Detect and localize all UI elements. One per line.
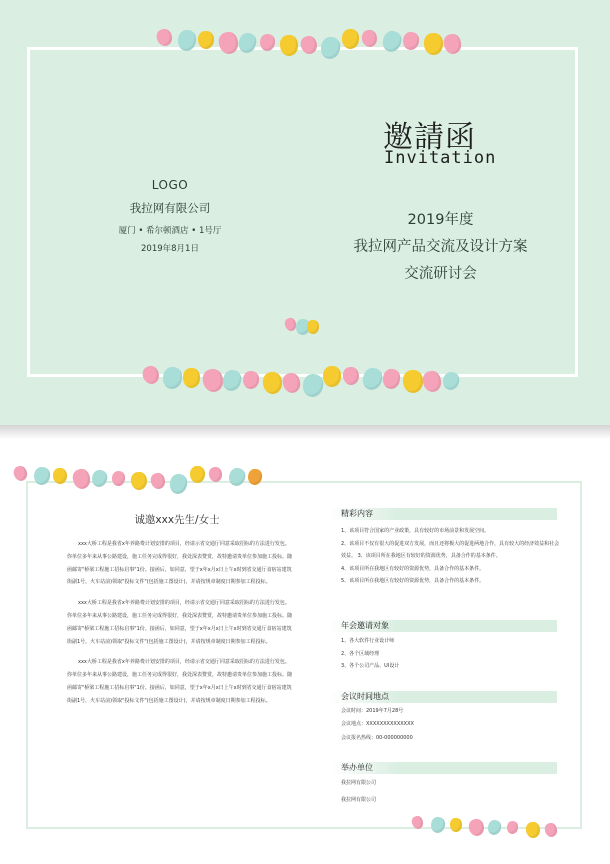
- logo-text: LOGO: [151, 178, 189, 192]
- letter-paragraph: xxx大桥工程是我省x年养路费计划安排的项目，经请示省交通厅同意采取招标的方法进行发包。你单位多年来从事公路建设，施工任务完成得很好，我处深表赞赏，故特邀请贵单位参加施工投标。随函邮寄"桥梁工程施工招标启事"1份。接函后，如同意，望于x年x月x日上午x时到省交通厅食宿站建筑街副1号，火车站前)领取"投标文件"(包括施工图设计)，并请按规章制度日期参加工程投标。: [67, 600, 293, 645]
- flower-icon: [323, 366, 341, 387]
- event-title: [318, 207, 563, 288]
- section-title-audience: 年会邀请对象: [341, 621, 389, 630]
- flower-icon: [189, 466, 204, 484]
- section-title-highlights: 精彩内容: [341, 509, 373, 518]
- greeting: 诚邀xxx先生/女士: [134, 514, 220, 526]
- flower-icon: [341, 29, 358, 49]
- section-body-time-place: [341, 705, 563, 745]
- invitation-title-cn: 邀請函: [383, 120, 476, 155]
- list-item: 1、各大软件行业设计师: [341, 638, 395, 644]
- list-item: 会议报名热线：00-000000000: [341, 735, 413, 742]
- event-title-line: 2019年度: [407, 212, 474, 228]
- flower-icon: [423, 33, 443, 56]
- list-item: 我拉网有限公司: [341, 796, 377, 803]
- list-item: 2、各个区域经理: [341, 650, 380, 657]
- list-item: 1、该项目符合国家的产业政策，具有较好的市场前景和发展空间。: [341, 528, 490, 534]
- flower-icon: [430, 816, 446, 834]
- flower-icon: [12, 464, 29, 482]
- list-item: 2、该项目不仅有很大的促进双方发展，而且还将极大的促进两地合作，具有较大的经济效益和社会效益。 3、该项目所在我地区有较好的资源优势，具备合作的基本条件。: [341, 540, 560, 560]
- flower-icon: [183, 368, 201, 388]
- venue-text: 厦门 • 希尔顿酒店 • 1号厅: [118, 226, 222, 236]
- list-item: 我拉网有限公司: [341, 780, 377, 786]
- invitation-title-en: Invitation: [384, 148, 497, 168]
- company-name: 我拉网有限公司: [129, 201, 211, 215]
- list-item: 4、该项目所在我地区有较好的资源优势，具备合作的基本条件。: [341, 565, 485, 572]
- flower-icon: [525, 821, 541, 838]
- flower-icon: [506, 821, 518, 835]
- event-title-line: 我拉网产品交流及设计方案: [353, 239, 528, 255]
- list-item: 5、该项目所在我地区有较好的资源优势，具备合作的基本条件。: [341, 578, 485, 585]
- letter-body: [67, 538, 293, 708]
- event-date: 2019年8月1日: [141, 244, 199, 254]
- section-title-time-place: 会议时间地点: [341, 692, 389, 701]
- list-item: 会议时间：2019年7月28号: [341, 708, 404, 714]
- cover-company-block: [85, 178, 255, 254]
- section-body-highlights: [341, 525, 563, 588]
- section-body-organizer: [341, 777, 563, 806]
- list-item: 3、各个公司产品、UI设计: [341, 663, 400, 670]
- page-separator: [0, 425, 610, 439]
- event-title-line: 交流研讨会: [404, 266, 477, 282]
- list-item: 会议地点：XXXXXXXXXXXXXX: [341, 720, 414, 727]
- flower-icon: [450, 818, 462, 832]
- letter-paragraph: xxx大桥工程是我省x年养路费计划安排的项目，经请示省交通厅同意采取招标的方法进行发包。你单位多年来从事公路建设，施工任务完成得很好，我处深表赞赏，故特邀请贵单位参加施工投标。随函邮寄"桥梁工程施工招标启事"1份。接函后，如同意，望于x年x月x日上午x时到省交通厅食宿站建筑街副1号，火车站前)领取"投标文件"(包括施工图设计)，并请按规章制度日期参加工程投标。: [67, 541, 293, 586]
- section-body-audience: [341, 635, 563, 673]
- letter-paragraph: xxx大桥工程是我省x年养路费计划安排的项目，经请示省交通厅同意采取招标的方法进行发包。你单位多年来从事公路建设，施工任务完成得很好，我处深表赞赏，故特邀请贵单位参加施工投标。随函邮寄"桥梁工程施工招标启事"1份。接函后，如同意，望于x年x月x日上午x时到省交通厅食宿站建筑街副1号，火车站前)领取"投标文件"(包括施工图设计)，并请按规章制度日期参加工程投标。: [67, 659, 293, 704]
- flower-icon: [307, 320, 319, 334]
- section-title-organizer: 举办单位: [341, 763, 373, 772]
